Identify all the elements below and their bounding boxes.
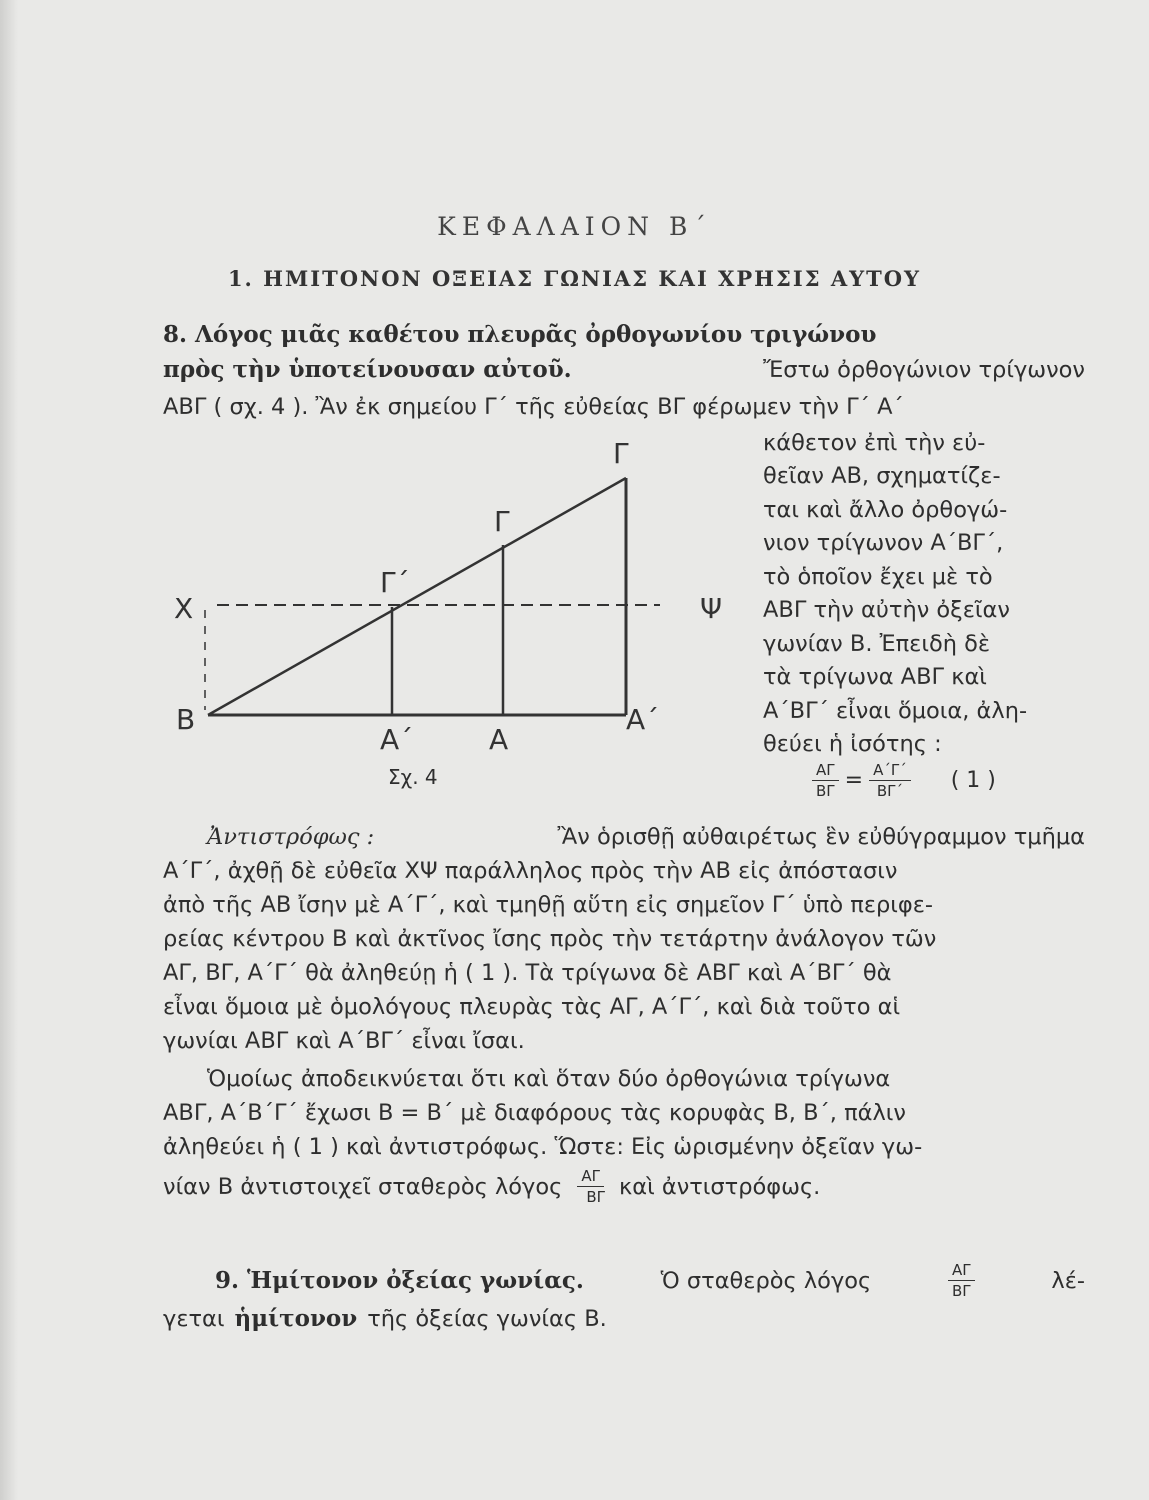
similarly-text: νίαν Β ἀντιστοιχεῖ σταθερὸς λόγος <box>163 1173 563 1200</box>
fig-label-G: Γ <box>613 437 629 470</box>
par8-text-2: Ἔστω ὀρθογώνιον τρίγωνον <box>763 357 1085 383</box>
fraction-denominator: ΒΓ΄ <box>876 782 903 800</box>
wrap-text: τὸ ὁποῖον ἔχει μὲ τὸ <box>763 564 993 590</box>
par9-line-2 <box>163 1304 1085 1334</box>
equals-sign: = <box>844 768 864 793</box>
ratio-fraction <box>572 1168 609 1205</box>
par9-text: λέ- <box>1051 1267 1085 1294</box>
wrap-line <box>763 428 1085 458</box>
par9-line-1 <box>163 1262 1085 1299</box>
converse-line <box>163 890 1085 920</box>
fraction-denominator: ΒΓ <box>586 1188 605 1206</box>
wrap-line <box>763 562 1085 592</box>
fraction-numerator: ΑΓ <box>812 762 839 781</box>
figure-4-diagram <box>160 440 660 760</box>
wrap-text: ται καὶ ἄλλο ὀρθογώ- <box>763 497 1008 523</box>
wrap-line <box>763 595 1085 625</box>
converse-line <box>163 992 1085 1022</box>
wrap-line <box>763 495 1085 525</box>
wrap-text: ΑΒΓ τὴν αὐτὴν ὀξεῖαν <box>763 597 1010 623</box>
wrap-text: τὰ τρίγωνα ΑΒΓ καὶ <box>763 664 987 690</box>
wrap-text: γωνίαν Β. Ἐπειδὴ δὲ <box>763 631 991 657</box>
par9-term-sine: ἡμίτονον <box>234 1305 358 1332</box>
similarly-text: καὶ ἀντιστρόφως. <box>619 1173 821 1200</box>
similarly-line <box>163 1168 1085 1205</box>
wrap-line <box>763 662 1085 692</box>
wrap-text: θεῖαν ΑΒ, σχηματίζε- <box>763 463 1001 489</box>
section-title: 1. ΗΜΙΤΟΝΟΝ ΟΞΕΙΑΣ ΓΩΝΙΑΣ ΚΑΙ ΧΡΗΣΙΣ ΑΥΤΟΥ <box>227 266 922 291</box>
par8-heading-1: 8. Λόγος μιᾶς καθέτου πλευρᾶς ὀρθογωνίου τριγώνου <box>163 321 877 348</box>
fraction-numerator: ΑΓ <box>948 1262 975 1281</box>
wrap-text: νιον τρίγωνον Α΄ΒΓ΄, <box>763 530 1004 556</box>
fig-label-G-mid: Γ <box>494 505 510 538</box>
converse-text: γωνίαι ΑΒΓ καὶ Α΄ΒΓ΄ εἶναι ἴσαι. <box>163 1028 525 1054</box>
converse-text: εἶναι ὅμοια μὲ ὁμολόγους πλευρὰς τὰς ΑΓ, Α΄Γ΄, καὶ διὰ τοῦτο αἱ <box>163 994 901 1020</box>
fig-label-A: Α <box>489 723 509 756</box>
par9-text: τῆς ὀξείας γωνίας Β. <box>367 1306 607 1332</box>
similarly-line <box>163 1132 1085 1162</box>
similarly-line <box>163 1098 1085 1128</box>
similarly-text: Ὁμοίως ἀποδεικνύεται ὅτι καὶ ὅταν δύο ὀρθογώνια τρίγωνα <box>207 1066 891 1092</box>
equation-1 <box>812 762 996 799</box>
converse-lead: Ἀντιστρόφως : <box>207 824 375 850</box>
converse-line <box>163 924 1085 954</box>
similarly-text: ΑΒΓ, Α΄Β΄Γ΄ ἔχωσι Β = Β΄ μὲ διαφόρους τὰς κορυφὰς Β, Β΄, πάλιν <box>163 1100 906 1126</box>
par8-heading-2: πρὸς τὴν ὑποτείνουσαν αὐτοῦ. <box>163 356 572 383</box>
fraction-numerator: Α΄Γ΄ <box>869 762 911 781</box>
par9-text: Ὁ σταθερὸς λόγος <box>660 1267 872 1294</box>
par8-line-1 <box>163 320 1085 350</box>
wrap-text: Α΄ΒΓ΄ εἶναι ὅμοια, ἀλη- <box>763 698 1028 724</box>
converse-text: Α΄Γ΄, ἀχθῇ δὲ εὐθεῖα ΧΨ παράλληλος πρὸς τὴν ΑΒ εἰς ἀπόστασιν <box>163 858 898 884</box>
converse-text: ΑΓ, ΒΓ, Α΄Γ΄ θὰ ἀληθεύῃ ἡ ( 1 ). Τὰ τρίγωνα δὲ ΑΒΓ καὶ Α΄ΒΓ΄ θὰ <box>163 960 892 986</box>
wrap-line <box>763 528 1085 558</box>
par8-text-3: ΑΒΓ ( σχ. 4 ). Ἂν ἐκ σημείου Γ΄ τῆς εὐθείας ΒΓ φέρωμεν τὴν Γ΄ Α΄ <box>163 394 904 420</box>
converse-text: ρείας κέντρου Β καὶ ἀκτῖνος ἴσης πρὸς τὴν τετάρτην ἀνάλογον τῶν <box>163 926 937 952</box>
chapter-title: ΚΕΦΑΛΑΙΟΝ Β΄ <box>437 212 712 241</box>
par9-text: γεται <box>163 1306 225 1332</box>
fraction-denominator: ΒΓ <box>816 782 835 800</box>
equation-right-fraction <box>869 762 911 799</box>
fraction-numerator: ΑΓ <box>577 1168 604 1187</box>
par9-heading: 9. Ἡμίτονον ὀξείας γωνίας. <box>215 1266 584 1294</box>
par8-line-3 <box>163 392 1085 422</box>
figure-caption: Σχ. 4 <box>388 765 438 789</box>
fig-label-B: Β <box>176 703 196 736</box>
converse-line-1 <box>163 822 1085 852</box>
wrap-line <box>763 696 1085 726</box>
fig-label-Psi: Ψ <box>700 592 723 625</box>
fig-label-A-prime-right: Α΄ <box>626 703 660 736</box>
similarly-text: ἀληθεύει ἡ ( 1 ) καὶ ἀντιστρόφως. Ὥστε: Εἰς ὡρισμένην ὀξεῖαν γω- <box>163 1134 923 1160</box>
converse-line <box>163 958 1085 988</box>
fig-label-X: Χ <box>174 592 194 625</box>
fig-label-G-prime: Γ΄ <box>380 566 410 599</box>
wrap-text: κάθετον ἐπὶ τὴν εὐ- <box>763 430 986 456</box>
equation-left-fraction <box>812 762 839 799</box>
fig-label-A-prime: Α΄ <box>380 723 414 756</box>
converse-line <box>163 856 1085 886</box>
par8-line-2 <box>163 355 1085 385</box>
converse-text: Ἂν ὁρισθῇ αὐθαιρέτως ἓν εὐθύγραμμον τμῆμα <box>557 824 1085 850</box>
wrap-line <box>763 729 1085 759</box>
hypotenuse-BG <box>208 478 626 715</box>
fraction-denominator: ΒΓ <box>951 1282 971 1300</box>
converse-line <box>163 1026 1085 1056</box>
wrap-line <box>763 461 1085 491</box>
equation-number: ( 1 ) <box>950 768 996 793</box>
wrap-line <box>763 629 1085 659</box>
converse-text: ἀπὸ τῆς ΑΒ ἴσην μὲ Α΄Γ΄, καὶ τμηθῇ αὕτη εἰς σημεῖον Γ΄ ὑπὸ περιφε- <box>163 892 933 918</box>
similarly-line <box>163 1064 1085 1094</box>
wrap-text: θεύει ἡ ἰσότης : <box>763 731 942 757</box>
sine-ratio-fraction <box>948 1262 975 1299</box>
